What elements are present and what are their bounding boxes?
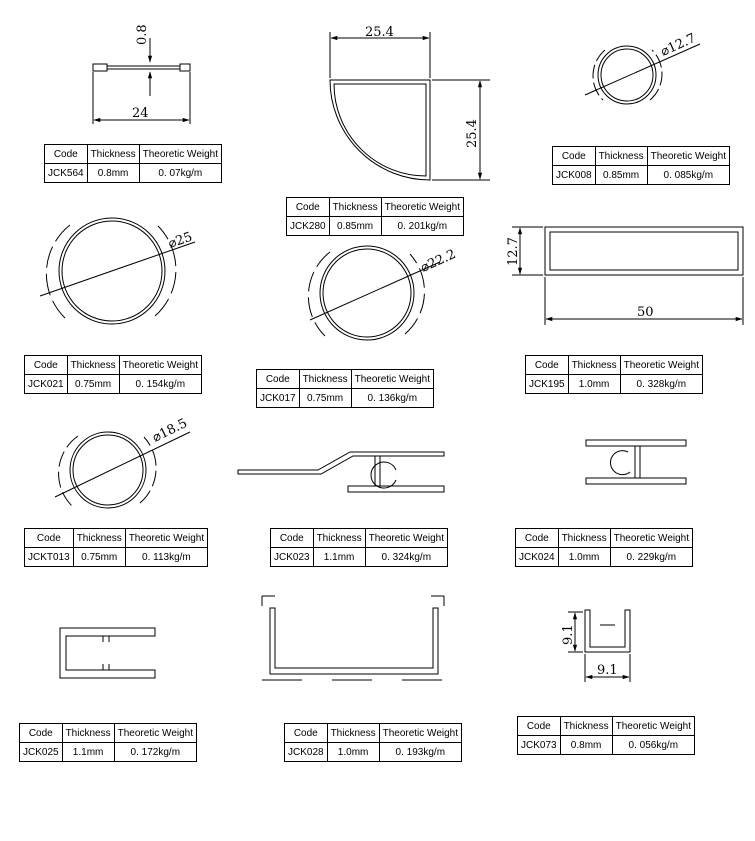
header-weight: Theoretic Weight bbox=[612, 717, 694, 736]
spec-table-jck195 bbox=[525, 355, 703, 394]
header-weight: Theoretic Weight bbox=[379, 724, 461, 743]
header-weight: Theoretic Weight bbox=[620, 356, 702, 375]
header-code: Code bbox=[25, 529, 74, 548]
dim-label: 50 bbox=[637, 305, 654, 320]
code-cell: JCK008 bbox=[553, 166, 596, 185]
code-cell: JCK023 bbox=[271, 548, 314, 567]
dim-label: 25.4 bbox=[365, 25, 394, 40]
dim-label: 24 bbox=[132, 106, 149, 121]
header-code: Code bbox=[285, 724, 328, 743]
dim-label: ⌀25 bbox=[166, 229, 195, 252]
dim-label: 9.1 bbox=[561, 624, 576, 645]
dim-label: 0.8 bbox=[135, 24, 150, 45]
header-weight: Theoretic Weight bbox=[139, 145, 221, 164]
header-code: Code bbox=[257, 370, 300, 389]
header-weight: Theoretic Weight bbox=[610, 529, 692, 548]
code-cell: JCK073 bbox=[518, 736, 561, 755]
header-thickness: Thickness bbox=[313, 529, 365, 548]
weight-cell: 0. 324kg/m bbox=[365, 548, 447, 567]
header-weight: Theoretic Weight bbox=[365, 529, 447, 548]
weight-cell: 0. 229kg/m bbox=[610, 548, 692, 567]
profile-drawing-jck021 bbox=[40, 218, 195, 324]
dim-label: ⌀12.7 bbox=[658, 30, 699, 60]
header-thickness: Thickness bbox=[62, 724, 114, 743]
thickness-cell: 0.8mm bbox=[560, 736, 612, 755]
code-cell: JCK024 bbox=[516, 548, 559, 567]
spec-table-jck023 bbox=[270, 528, 448, 567]
profile-drawing-jck195 bbox=[512, 227, 743, 325]
header-thickness: Thickness bbox=[327, 724, 379, 743]
header-code: Code bbox=[25, 356, 68, 375]
code-cell: JCK021 bbox=[25, 375, 68, 394]
thickness-cell: 0.75mm bbox=[67, 375, 119, 394]
header-thickness: Thickness bbox=[73, 529, 125, 548]
spec-table-jck564 bbox=[44, 144, 222, 183]
weight-cell: 0. 328kg/m bbox=[620, 375, 702, 394]
dim-label: ⌀18.5 bbox=[150, 415, 190, 446]
thickness-cell: 1.0mm bbox=[327, 743, 379, 762]
dim-label: ⌀22.2 bbox=[418, 246, 459, 276]
code-cell: JCKT013 bbox=[25, 548, 74, 567]
dim-label: 12.7 bbox=[506, 237, 521, 266]
header-thickness: Thickness bbox=[595, 147, 647, 166]
thickness-cell: 1.0mm bbox=[558, 548, 610, 567]
thickness-cell: 0.85mm bbox=[595, 166, 647, 185]
spec-table-jck025 bbox=[19, 723, 197, 762]
header-thickness: Thickness bbox=[329, 198, 381, 217]
thickness-cell: 1.1mm bbox=[62, 743, 114, 762]
header-code: Code bbox=[526, 356, 569, 375]
spec-table-jck028 bbox=[284, 723, 462, 762]
weight-cell: 0. 056kg/m bbox=[612, 736, 694, 755]
profile-drawing-jck025 bbox=[60, 628, 155, 678]
thickness-cell: 1.0mm bbox=[568, 375, 620, 394]
code-cell: JCK028 bbox=[285, 743, 328, 762]
header-code: Code bbox=[518, 717, 561, 736]
profile-drawing-jck024 bbox=[586, 440, 686, 484]
weight-cell: 0. 085kg/m bbox=[647, 166, 729, 185]
spec-table-jck024 bbox=[515, 528, 693, 567]
header-weight: Theoretic Weight bbox=[381, 198, 463, 217]
header-weight: Theoretic Weight bbox=[351, 370, 433, 389]
header-code: Code bbox=[271, 529, 314, 548]
thickness-cell: 0.85mm bbox=[329, 217, 381, 236]
code-cell: JCK025 bbox=[20, 743, 63, 762]
header-weight: Theoretic Weight bbox=[119, 356, 201, 375]
header-thickness: Thickness bbox=[299, 370, 351, 389]
spec-table-jck008 bbox=[552, 146, 730, 185]
weight-cell: 0. 154kg/m bbox=[119, 375, 201, 394]
thickness-cell: 0.75mm bbox=[73, 548, 125, 567]
header-code: Code bbox=[20, 724, 63, 743]
weight-cell: 0. 193kg/m bbox=[379, 743, 461, 762]
header-code: Code bbox=[45, 145, 88, 164]
spec-table-jck280 bbox=[286, 197, 464, 236]
spec-table-jck021 bbox=[24, 355, 202, 394]
header-thickness: Thickness bbox=[558, 529, 610, 548]
profile-drawing-jck028 bbox=[262, 596, 444, 680]
header-weight: Theoretic Weight bbox=[125, 529, 207, 548]
thickness-cell: 0.75mm bbox=[299, 389, 351, 408]
spec-table-jckt013 bbox=[24, 528, 208, 567]
weight-cell: 0. 113kg/m bbox=[125, 548, 207, 567]
weight-cell: 0. 136kg/m bbox=[351, 389, 433, 408]
code-cell: JCK195 bbox=[526, 375, 569, 394]
profile-drawing-jck017 bbox=[308, 246, 440, 340]
header-weight: Theoretic Weight bbox=[114, 724, 196, 743]
header-thickness: Thickness bbox=[560, 717, 612, 736]
header-weight: Theoretic Weight bbox=[647, 147, 729, 166]
profile-drawing-jck280 bbox=[330, 32, 490, 180]
spec-table-jck073 bbox=[517, 716, 695, 755]
spec-table-jck017 bbox=[256, 369, 434, 408]
dim-label: 25.4 bbox=[465, 119, 480, 148]
code-cell: JCK564 bbox=[45, 164, 88, 183]
header-thickness: Thickness bbox=[87, 145, 139, 164]
header-code: Code bbox=[287, 198, 330, 217]
profile-drawing-jck008 bbox=[585, 44, 700, 104]
thickness-cell: 1.1mm bbox=[313, 548, 365, 567]
header-code: Code bbox=[553, 147, 596, 166]
weight-cell: 0. 172kg/m bbox=[114, 743, 196, 762]
weight-cell: 0. 201kg/m bbox=[381, 217, 463, 236]
header-code: Code bbox=[516, 529, 559, 548]
header-thickness: Thickness bbox=[67, 356, 119, 375]
header-thickness: Thickness bbox=[568, 356, 620, 375]
dim-label: 9.1 bbox=[597, 663, 618, 678]
code-cell: JCK017 bbox=[257, 389, 300, 408]
code-cell: JCK280 bbox=[287, 217, 330, 236]
profile-drawing-jck023 bbox=[238, 452, 444, 492]
weight-cell: 0. 07kg/m bbox=[139, 164, 221, 183]
profile-drawing-jckt013 bbox=[55, 432, 190, 508]
thickness-cell: 0.8mm bbox=[87, 164, 139, 183]
